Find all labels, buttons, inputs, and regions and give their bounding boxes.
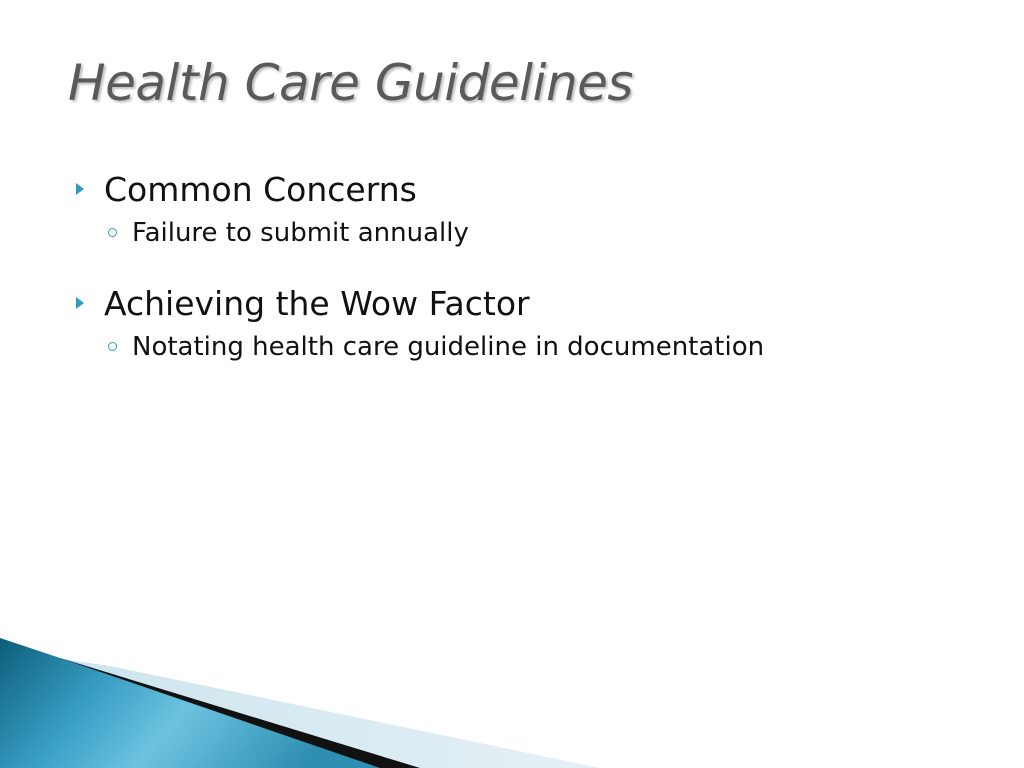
bullet-text: Achieving the Wow Factor [104, 284, 530, 323]
bullet-group-common-concerns [76, 166, 976, 252]
bullet-text: Common Concerns [104, 170, 417, 209]
slide-title: Health Care Guidelines [68, 54, 633, 112]
triangle-bullet-icon [76, 183, 84, 195]
triangle-bullet-icon [76, 297, 84, 309]
sub-bullet-item [76, 214, 976, 252]
bullet-item [76, 166, 976, 214]
circle-bullet-icon [108, 342, 117, 351]
circle-bullet-icon [108, 228, 117, 237]
sub-bullet-text: Failure to submit annually [132, 218, 469, 248]
decorative-wave-band [0, 638, 1024, 768]
bullet-group-wow-factor [76, 280, 976, 366]
bullet-item [76, 280, 976, 328]
band-blue-gradient [0, 638, 380, 768]
bullet-list [76, 166, 976, 394]
sub-bullet-text: Notating health care guideline in documentation [132, 332, 765, 362]
sub-bullet-item [76, 328, 976, 366]
